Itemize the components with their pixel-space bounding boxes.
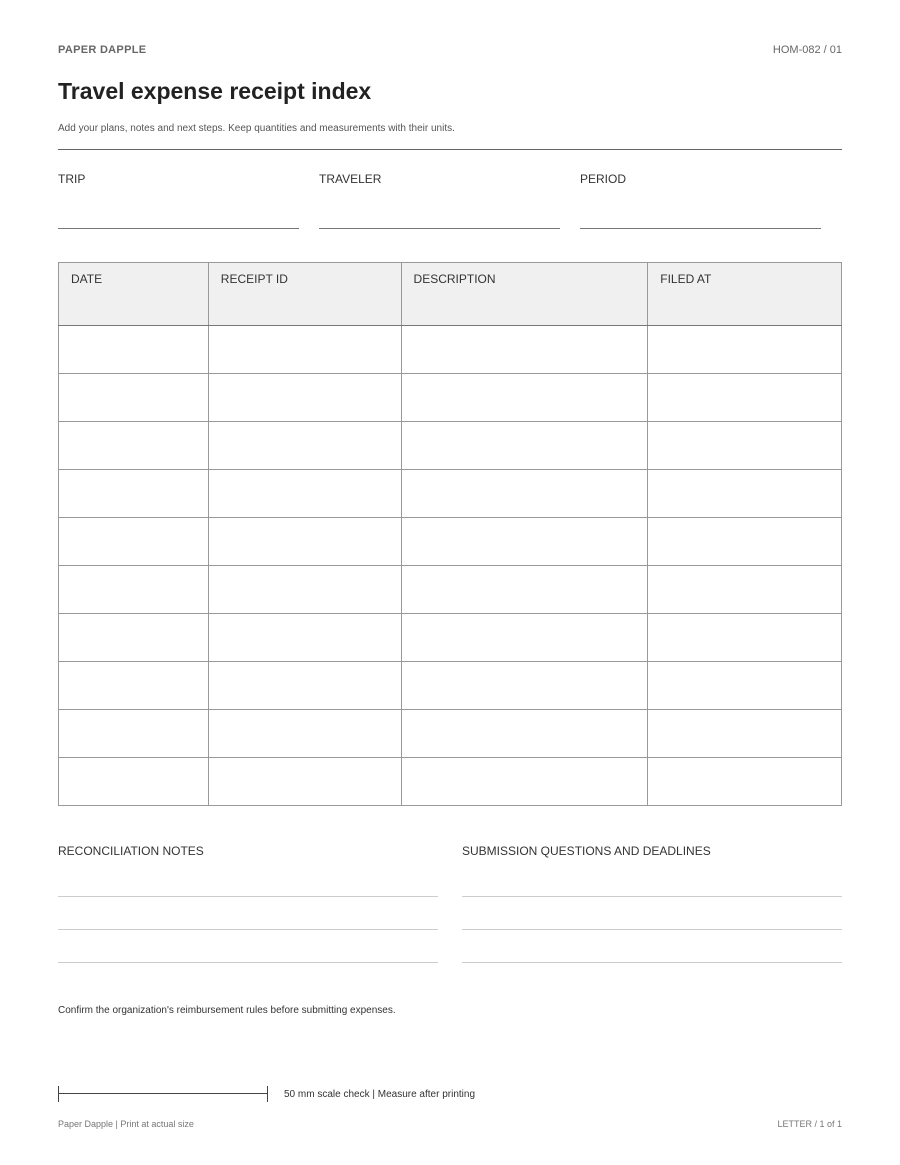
table-cell[interactable] (59, 470, 209, 518)
brand-name: PAPER DAPPLE (58, 44, 147, 56)
table-row (59, 566, 842, 614)
footer-left: Paper Dapple | Print at actual size (58, 1119, 194, 1129)
trip-write-line (58, 228, 299, 229)
table-cell[interactable] (208, 614, 401, 662)
table-cell[interactable] (59, 566, 209, 614)
table-cell[interactable] (59, 710, 209, 758)
trip-label: TRIP (58, 172, 86, 186)
table-cell[interactable] (648, 710, 842, 758)
column-header-date: DATE (59, 263, 209, 326)
table-cell[interactable] (59, 614, 209, 662)
table-cell[interactable] (648, 326, 842, 374)
table-header-row (59, 263, 842, 326)
traveler-write-line (319, 228, 560, 229)
form-code: HOM-082 / 01 (772, 44, 842, 56)
table-row (59, 374, 842, 422)
scale-check-text: 50 mm scale check | Measure after printing (284, 1089, 476, 1100)
table-cell[interactable] (208, 518, 401, 566)
period-field[interactable] (580, 172, 821, 186)
table-cell[interactable] (401, 566, 648, 614)
footer-page-info: LETTER / 1 of 1 (777, 1119, 842, 1129)
table-row (59, 614, 842, 662)
table-cell[interactable] (401, 758, 648, 806)
table-cell[interactable] (401, 326, 648, 374)
table-row (59, 710, 842, 758)
note-line (58, 929, 438, 930)
column-header-filed-at: FILED AT (648, 263, 842, 326)
page-title: Travel expense receipt index (58, 78, 372, 104)
table-cell[interactable] (59, 758, 209, 806)
table-cell[interactable] (208, 566, 401, 614)
table-row (59, 326, 842, 374)
table-cell[interactable] (648, 374, 842, 422)
note-line (462, 962, 842, 963)
trip-field[interactable] (58, 172, 299, 186)
reconciliation-notes-label: RECONCILIATION NOTES (58, 844, 204, 858)
table-cell[interactable] (401, 422, 648, 470)
table-cell[interactable] (59, 422, 209, 470)
table-cell[interactable] (401, 470, 648, 518)
table-cell[interactable] (648, 662, 842, 710)
scale-bar-line (58, 1093, 268, 1094)
table-cell[interactable] (648, 566, 842, 614)
table-cell[interactable] (648, 518, 842, 566)
table-row (59, 422, 842, 470)
table-row (59, 470, 842, 518)
table-cell[interactable] (208, 758, 401, 806)
table-cell[interactable] (648, 758, 842, 806)
column-header-receipt-id: RECEIPT ID (208, 263, 401, 326)
table-cell[interactable] (648, 422, 842, 470)
table-row (59, 662, 842, 710)
table-row (59, 758, 842, 806)
note-line (462, 929, 842, 930)
table-cell[interactable] (401, 662, 648, 710)
table-cell[interactable] (59, 662, 209, 710)
receipt-table (58, 262, 842, 806)
scale-bar-left-tick (58, 1086, 59, 1102)
submission-questions[interactable] (462, 844, 842, 858)
period-label: PERIOD (580, 172, 627, 186)
table-cell[interactable] (208, 710, 401, 758)
period-write-line (580, 228, 821, 229)
table-cell[interactable] (401, 614, 648, 662)
title-divider (58, 149, 842, 150)
table-cell[interactable] (401, 374, 648, 422)
column-header-description: DESCRIPTION (401, 263, 648, 326)
table-cell[interactable] (208, 326, 401, 374)
table-cell[interactable] (59, 374, 209, 422)
submission-questions-label: SUBMISSION QUESTIONS AND DEADLINES (462, 844, 711, 858)
table-cell[interactable] (208, 662, 401, 710)
table-cell[interactable] (401, 710, 648, 758)
table-cell[interactable] (59, 326, 209, 374)
table-cell[interactable] (208, 470, 401, 518)
table-cell[interactable] (401, 518, 648, 566)
table-cell[interactable] (648, 470, 842, 518)
disclaimer-text: Confirm the organization's reimbursement rules before submitting expenses. (58, 1005, 396, 1016)
note-line (462, 896, 842, 897)
scale-bar-right-tick (267, 1086, 268, 1102)
note-line (58, 962, 438, 963)
page-subtitle: Add your plans, notes and next steps. Keep quantities and measurements with their units. (58, 123, 455, 134)
table-body (59, 326, 842, 806)
table-cell[interactable] (208, 422, 401, 470)
table-cell[interactable] (208, 374, 401, 422)
scale-bar (58, 1086, 268, 1102)
table-cell[interactable] (59, 518, 209, 566)
note-line (58, 896, 438, 897)
reconciliation-notes[interactable] (58, 844, 438, 858)
table-row (59, 518, 842, 566)
table-cell[interactable] (648, 614, 842, 662)
traveler-field[interactable] (319, 172, 560, 186)
traveler-label: TRAVELER (319, 172, 382, 186)
